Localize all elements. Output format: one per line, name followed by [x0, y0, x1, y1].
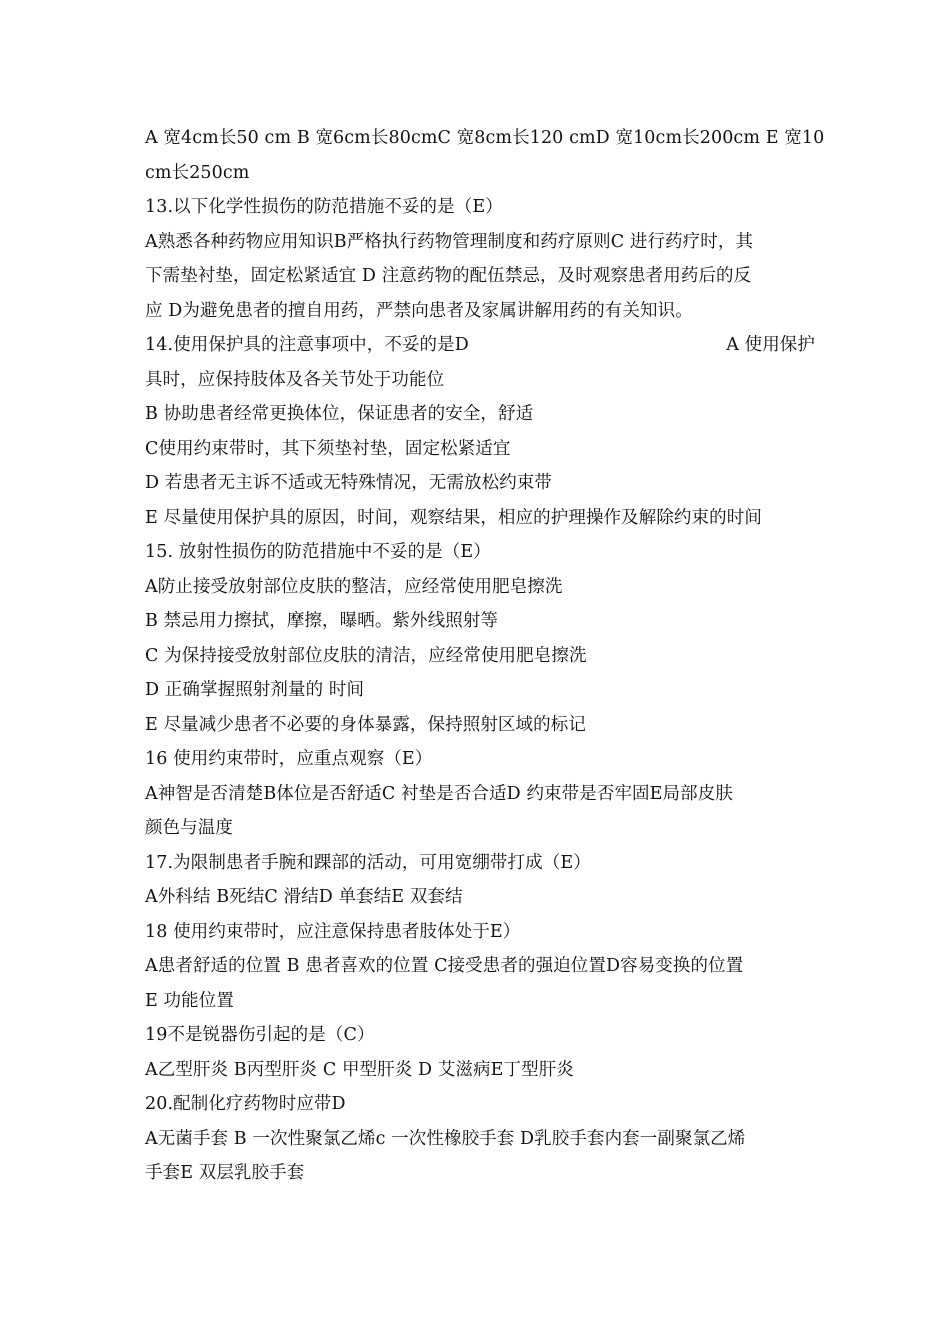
text-line: A外科结 B死结C 滑结D 单套结E 双套结 — [145, 887, 463, 907]
text-line: B 协助患者经常更换体位，保证患者的安全，舒适 — [145, 404, 534, 424]
text-line: E 功能位置 — [145, 990, 234, 1011]
text-line: E 尽量使用保护具的原因，时间，观察结果，相应的护理操作及解除约束的时间 — [145, 507, 762, 528]
text-line: A无菌手套 B 一次性聚氯乙烯c 一次性橡胶手套 D乳胶手套内套一副聚氯乙烯 — [145, 1128, 746, 1149]
text-line: D 若患者无主诉不适或无特殊情况，无需放松约束带 — [145, 473, 552, 493]
question-18: 18 使用约束带时，应注意保持患者肢体处于E） — [145, 921, 521, 942]
question-15: 15. 放射性损伤的防范措施中不妥的是（E） — [145, 542, 491, 562]
text-line: A神智是否清楚B体位是否舒适C 衬垫是否合适D 约束带是否牢固E局部皮肤 — [145, 783, 733, 804]
text-line: A熟悉各种药物应用知识B严格执行药物管理制度和药疗原则C 进行药疗时，其 — [145, 231, 754, 252]
text-line: 下需垫衬垫，固定松紧适宜 D 注意药物的配伍禁忌，及时观察患者用药后的反 — [145, 266, 752, 286]
text-line: E 尽量减少患者不必要的身体暴露，保持照射区域的标记 — [145, 714, 586, 735]
question-16: 16 使用约束带时，应重点观察（E） — [145, 749, 433, 769]
document-body — [145, 121, 825, 1191]
text-line: C 为保持接受放射部位皮肤的清洁，应经常使用肥皂擦洗 — [145, 645, 587, 666]
text-line: 颜色与温度 — [145, 818, 233, 838]
text-line: D 正确掌握照射剂量的 时间 — [145, 680, 365, 700]
text-line: A 宽4cm长50 cm B 宽6cm长80cmC 宽8cm长120 cmD 宽10cm长200cm E 宽10 — [145, 128, 825, 148]
text-line: A患者舒适的位置 B 患者喜欢的位置 C接受患者的强迫位置D容易变换的位置 — [145, 956, 744, 976]
text-line: 具时，应保持肢体及各关节处于功能位 — [145, 369, 445, 390]
text-line: A乙型肝炎 B丙型肝炎 C 甲型肝炎 D 艾滋病E丁型肝炎 — [145, 1059, 574, 1080]
text-line: B 禁忌用力擦拭，摩擦，曝晒。紫外线照射等 — [145, 611, 499, 631]
text-line: cm长250cm — [145, 162, 250, 183]
text-line: 手套E 双层乳胶手套 — [145, 1163, 305, 1183]
question-17: 17.为限制患者手腕和踝部的活动，可用宽绷带打成（E） — [145, 852, 591, 873]
question-14-stem: 14.使用保护具的注意事项中，不妥的是D — [145, 335, 469, 355]
text-line: A防止接受放射部位皮肤的整洁，应经常使用肥皂擦洗 — [145, 576, 563, 597]
text-line: C使用约束带时，其下须垫衬垫，固定松紧适宜 — [145, 438, 511, 459]
text-line: 应 D为避免患者的擅自用药，严禁向患者及家属讲解用药的有关知识。 — [145, 300, 693, 321]
question-20: 20.配制化疗药物时应带D — [145, 1094, 346, 1114]
question-14-option-a: A 使用保护 — [726, 335, 815, 355]
question-19: 19不是锐器伤引起的是（C） — [145, 1025, 375, 1045]
question-14 — [145, 328, 815, 363]
question-13: 13.以下化学性损伤的防范措施不妥的是（E） — [145, 197, 503, 217]
